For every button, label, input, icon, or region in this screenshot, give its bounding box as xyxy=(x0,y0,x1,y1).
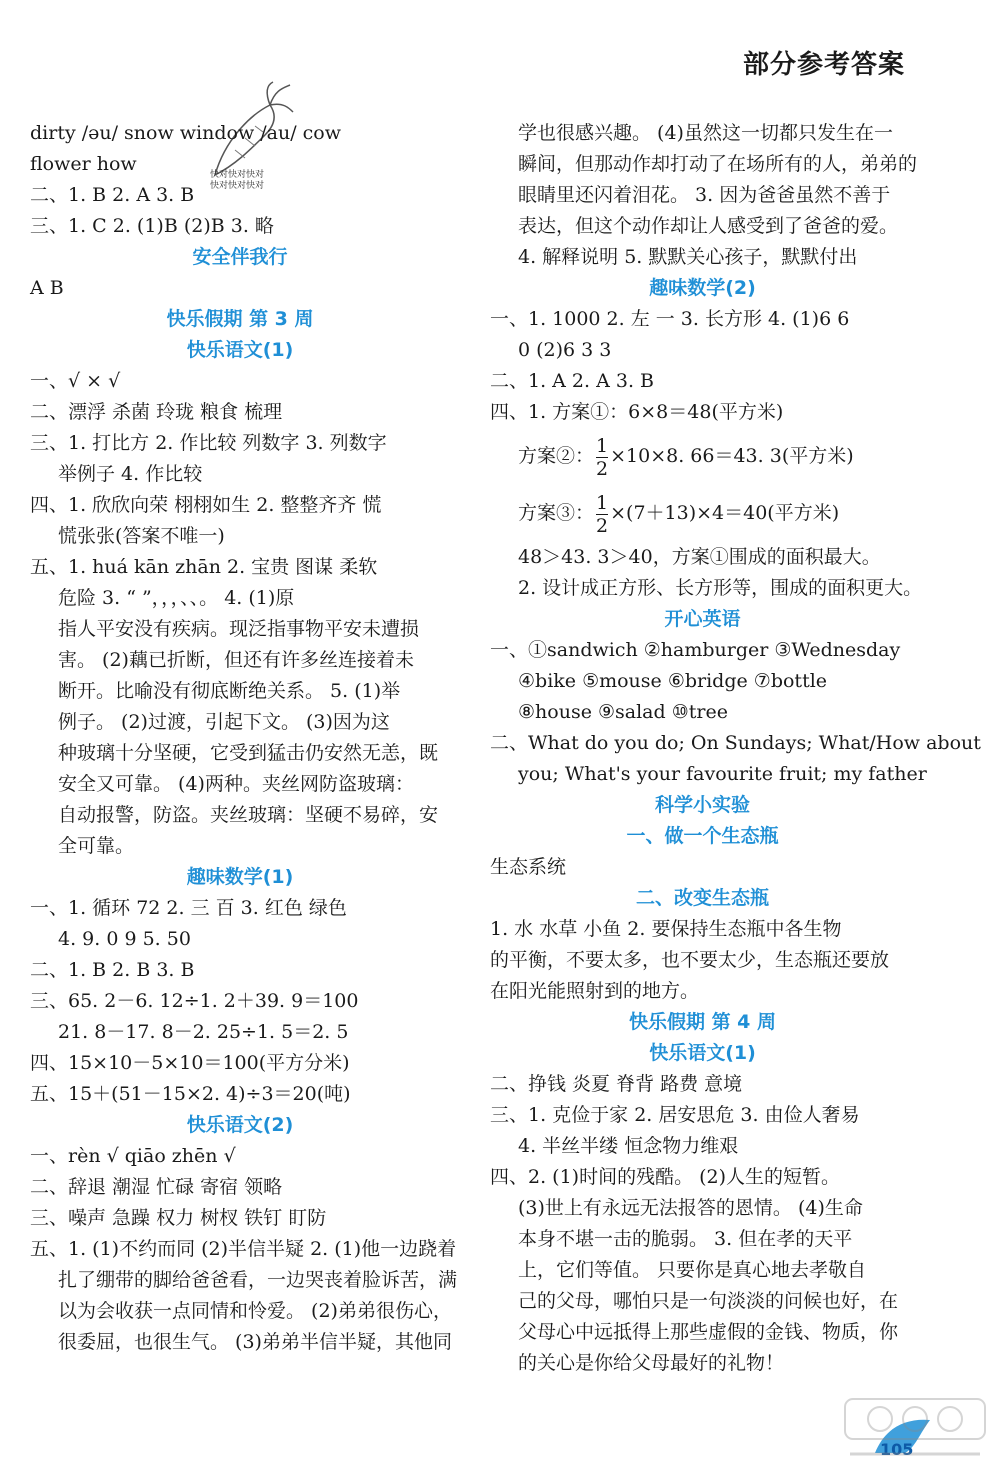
answer-line: 4. 9. 0 9 5. 50 xyxy=(58,928,191,950)
answer-line: 本身不堪一击的脆弱。 3. 但在孝的天平 xyxy=(518,1228,853,1250)
answer-line: 指人平安没有疾病。现泛指事物平安未遭损 xyxy=(58,618,420,640)
section-heading: 科学小实验 xyxy=(654,794,750,816)
answer-line: 三、1. C 2. (1)B (2)B 3. 略 xyxy=(30,215,274,237)
answer-line: 的关心是你给父母最好的礼物！ xyxy=(518,1352,785,1374)
watermark-logo-icon xyxy=(840,1394,990,1464)
answer-line: 很委屈，也很生气。 (3)弟弟半信半疑，其他同 xyxy=(58,1331,452,1353)
fraction-denominator: 2 xyxy=(596,514,609,537)
answer-line: 4. 半丝半缕 恒念物力维艰 xyxy=(518,1135,739,1157)
section-heading: 开心英语 xyxy=(664,608,741,630)
answer-line: 瞬间，但那动作却打动了在场所有的人，弟弟的 xyxy=(518,153,918,175)
answer-line: 危险 3. “ ”，，，、、。 4. (1)原 xyxy=(58,587,295,609)
answer-line: 一、rèn √ qiāo zhēn √ xyxy=(30,1145,236,1167)
fraction xyxy=(596,435,608,480)
answer-line: 举例子 4. 作比较 xyxy=(58,463,203,485)
answer-line: 扎了绷带的脚给爸爸看，一边哭丧着脸诉苦，满 xyxy=(58,1269,458,1291)
page-header-title: 部分参考答案 xyxy=(742,50,905,80)
answer-line: 一、①sandwich ②hamburger ③Wednesday xyxy=(490,639,901,661)
section-heading: 快乐语文(1) xyxy=(649,1042,756,1064)
answer-line: you; What's your favourite fruit; my father xyxy=(518,763,927,785)
section-heading: 快乐语文(2) xyxy=(186,1114,294,1136)
answer-line: 上，它们等值。 只要你是真心地去孝敬自 xyxy=(518,1259,867,1281)
answer-line: 种玻璃十分坚硬，它受到猛击仍安然无恙，既 xyxy=(58,742,439,764)
answer-line: 四、2. (1)时间的残酷。 (2)人生的短暂。 xyxy=(490,1166,841,1188)
section-heading: 快乐假期 第 3 周 xyxy=(166,308,314,330)
answer-line: 一、√ × √ xyxy=(30,370,121,392)
fraction-numerator: 1 xyxy=(596,491,609,514)
answer-line: 21. 8－17. 8－2. 25÷1. 5＝2. 5 xyxy=(58,1021,349,1043)
answer-line: 己的父母，哪怕只是一句淡淡的问候也好，在 xyxy=(518,1290,899,1312)
answer-line: 学也很感兴趣。 (4)虽然这一切都只发生在一 xyxy=(518,122,893,144)
answer-line: 父母心中远抵得上那些虚假的金钱、物质，你 xyxy=(518,1321,899,1343)
answer-line: 五、15＋(51－15×2. 4)÷3＝20(吨) xyxy=(30,1083,351,1105)
answer-line: 五、1. (1)不约而同 (2)半信半疑 2. (1)他一边跷着 xyxy=(30,1238,457,1260)
answer-line: 一、1. 循环 72 2. 三 百 3. 红色 绿色 xyxy=(30,897,347,919)
answer-suffix: ×(7＋13)×4＝40(平方米) xyxy=(610,502,840,524)
section-heading: 快乐假期 第 4 周 xyxy=(628,1011,777,1033)
fraction xyxy=(596,492,608,537)
right-column xyxy=(490,118,981,1379)
answer-prefix: 方案③： xyxy=(518,502,595,524)
stamp-line-1: 快对快对快对 xyxy=(210,170,265,180)
section-heading: 趣味数学(1) xyxy=(186,866,294,888)
answer-line: 全可靠。 xyxy=(58,835,135,857)
answer-line: 的平衡，不要太多，也不要太少，生态瓶还要放 xyxy=(490,949,890,971)
left-column xyxy=(30,118,458,1358)
answer-line: 二、挣钱 炎夏 脊背 路费 意境 xyxy=(490,1073,743,1095)
answer-line: 生态系统 xyxy=(490,856,567,878)
answer-line: (3)世上有永远无法报答的恩情。 (4)生命 xyxy=(518,1197,863,1219)
answer-line: 0 (2)6 3 3 xyxy=(518,339,612,361)
answer-line: 断开。比喻没有彻底断绝关系。 5. (1)举 xyxy=(58,680,401,702)
answer-line: 自动报警，防盗。夹丝玻璃：坚硬不易碎，安 xyxy=(58,804,439,826)
answer-line xyxy=(490,485,915,542)
answer-line: ④bike ⑤mouse ⑥bridge ⑦bottle xyxy=(518,670,828,692)
section-heading: 二、改变生态瓶 xyxy=(635,887,769,909)
answer-line: flower how xyxy=(30,153,137,175)
answer-line: 五、1. huá kān zhān 2. 宝贵 图谋 柔软 xyxy=(30,556,378,578)
answer-line: 三、1. 打比方 2. 作比较 列数字 3. 列数字 xyxy=(30,432,387,454)
answer-line: 眼睛里还闪着泪花。 3. 因为爸爸虽然不善于 xyxy=(518,184,891,206)
fraction-numerator: 1 xyxy=(596,434,609,457)
answer-line: 例子。 (2)过渡，引起下文。 (3)因为这 xyxy=(58,711,390,733)
answer-line: 四、15×10－5×10＝100(平方分米) xyxy=(30,1052,350,1074)
answer-line: 表达，但这个动作却让人感受到了爸爸的爱。 xyxy=(518,215,899,237)
answer-line: 在阳光能照射到的地方。 xyxy=(490,980,700,1002)
answer-line: ⑧house ⑨salad ⑩tree xyxy=(518,701,728,723)
answer-line: 三、噪声 急躁 权力 树杈 铁钉 盯防 xyxy=(30,1207,327,1229)
section-heading: 快乐语文(1) xyxy=(186,339,294,361)
answer-line: 四、1. 欣欣向荣 栩栩如生 2. 整整齐齐 慌 xyxy=(30,494,382,516)
answer-line xyxy=(490,428,915,485)
answer-line: 四、1. 方案①：6×8＝48(平方米) xyxy=(490,401,784,423)
stamp-line-2: 快对快对快对 xyxy=(210,181,265,191)
answer-line: 以为会收获一点同情和怜爱。 (2)弟弟很伤心， xyxy=(58,1300,452,1322)
answer-line: 二、What do you do; On Sundays; What/How about xyxy=(490,732,981,754)
answer-line: 慌张张(答案不唯一) xyxy=(58,525,225,547)
answer-line: 二、1. A 2. A 3. B xyxy=(490,370,654,392)
answer-line: 二、1. B 2. A 3. B xyxy=(30,184,195,206)
section-heading: 一、做一个生态瓶 xyxy=(626,825,779,847)
answer-line: dirty /əu/ snow window /au/ cow xyxy=(30,122,342,144)
answer-line: 二、辞退 潮湿 忙碌 寄宿 领略 xyxy=(30,1176,283,1198)
answer-line: 二、漂浮 杀菌 玲珑 粮食 梳理 xyxy=(30,401,283,423)
answer-suffix: ×10×8. 66＝43. 3(平方米) xyxy=(610,445,854,467)
answer-line: A B xyxy=(30,277,64,299)
answer-line: 48＞43. 3＞40，方案①围成的面积最大。 xyxy=(518,546,881,568)
fraction-denominator: 2 xyxy=(596,457,609,480)
section-heading: 安全伴我行 xyxy=(192,246,288,268)
answer-line: 害。 (2)藕已折断，但还有许多丝连接着未 xyxy=(58,649,414,671)
answer-prefix: 方案②： xyxy=(518,445,595,467)
answer-line: 4. 解释说明 5. 默默关心孩子，默默付出 xyxy=(518,246,858,268)
answer-line: 二、1. B 2. B 3. B xyxy=(30,959,195,981)
answer-line: 1. 水 水草 小鱼 2. 要保持生态瓶中各生物 xyxy=(490,918,842,940)
answer-line: 2. 设计成正方形、长方形等，围成的面积更大。 xyxy=(518,577,923,599)
answer-line: 三、1. 克俭于家 2. 居安思危 3. 由俭人奢易 xyxy=(490,1104,860,1126)
section-heading: 趣味数学(2) xyxy=(649,277,756,299)
answer-line: 安全又可靠。 (4)两种。夹丝网防盗玻璃： xyxy=(58,773,414,795)
answer-line: 一、1. 1000 2. 左 一 3. 长方形 4. (1)6 6 xyxy=(490,308,850,330)
page-number: 105 xyxy=(880,1440,914,1459)
answer-line: 三、65. 2－6. 12÷1. 2＋39. 9＝100 xyxy=(30,990,359,1012)
